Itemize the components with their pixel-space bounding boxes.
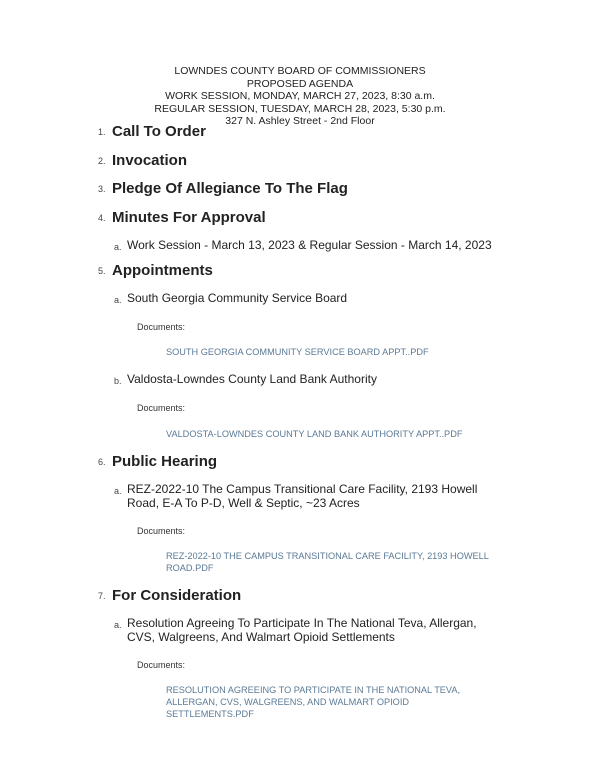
document-link[interactable]: VALDOSTA-LOWNDES COUNTY LAND BANK AUTHORITY APPT..PDF <box>166 429 463 439</box>
item-number: 7. <box>98 591 106 601</box>
document-link[interactable]: RESOLUTION AGREEING TO PARTICIPATE IN THE NATIONAL TEVA, ALLERGAN, CVS, WALGREENS, AND WALMART OPIOID SETTLEMENTS.PDF <box>166 685 461 719</box>
header-line-5: 327 N. Ashley Street - 2nd Floor <box>225 115 375 128</box>
documents-label: Documents: <box>137 660 186 670</box>
sub-item-5a <box>114 291 507 307</box>
documents-label: Documents: <box>137 403 186 413</box>
item-number: 1. <box>98 127 106 137</box>
item-number: 3. <box>98 184 106 194</box>
sub-item-5b <box>114 372 507 388</box>
agenda-item-4 <box>98 209 266 227</box>
agenda-item-5 <box>98 262 213 280</box>
item-title: Public Hearing <box>112 453 218 470</box>
document-link[interactable]: REZ-2022-10 THE CAMPUS TRANSITIONAL CARE FACILITY, 2193 HOWELL ROAD.PDF <box>166 551 489 573</box>
item-number: 6. <box>98 457 106 467</box>
header-line-2: PROPOSED AGENDA <box>246 77 354 90</box>
sub-item-6a <box>114 482 507 510</box>
item-number: 5. <box>98 266 106 276</box>
sub-text: Work Session - March 13, 2023 & Regular Session - March 14, 2023 <box>127 238 492 252</box>
sub-text: Valdosta-Lowndes County Land Bank Authority <box>127 372 377 386</box>
header-line-3: WORK SESSION, MONDAY, MARCH 27, 2023, 8:30 a.m. <box>165 90 435 103</box>
header-line-4: REGULAR SESSION, TUESDAY, MARCH 28, 2023, 5:30 p.m. <box>154 102 446 115</box>
item-title: Pledge Of Allegiance To The Flag <box>112 180 348 197</box>
agenda-item-1 <box>98 123 206 141</box>
agenda-item-3 <box>98 180 348 198</box>
sub-letter: b. <box>114 376 122 386</box>
documents-label: Documents: <box>137 322 186 332</box>
item-title: Appointments <box>112 262 213 279</box>
item-number: 2. <box>98 156 106 166</box>
sub-letter: a. <box>114 242 122 252</box>
sub-letter: a. <box>114 486 122 496</box>
sub-letter: a. <box>114 620 122 630</box>
item-title: For Consideration <box>112 587 242 604</box>
document-link[interactable]: SOUTH GEORGIA COMMUNITY SERVICE BOARD APPT..PDF <box>166 347 429 357</box>
agenda-item-2 <box>98 152 187 170</box>
sub-text: South Georgia Community Service Board <box>127 291 348 305</box>
sub-text: REZ-2022-10 The Campus Transitional Care Facility, 2193 Howell Road, E-A To P-D, Well & Septic, ~23 Acres <box>127 482 478 510</box>
agenda-item-7 <box>98 587 241 605</box>
sub-item-7a <box>114 616 507 644</box>
sub-text: Resolution Agreeing To Participate In The National Teva, Allergan, CVS, Walgreens, And Walmart Opioid Settlements <box>127 616 477 644</box>
documents-label: Documents: <box>137 526 186 536</box>
sub-letter: a. <box>114 295 122 305</box>
item-number: 4. <box>98 213 106 223</box>
agenda-header <box>0 65 600 128</box>
header-line-1: LOWNDES COUNTY BOARD OF COMMISSIONERS <box>174 65 426 77</box>
sub-item-4a <box>114 238 507 254</box>
item-title: Call To Order <box>112 123 206 140</box>
item-title: Minutes For Approval <box>112 209 266 226</box>
agenda-item-6 <box>98 453 217 471</box>
item-title: Invocation <box>112 152 188 169</box>
